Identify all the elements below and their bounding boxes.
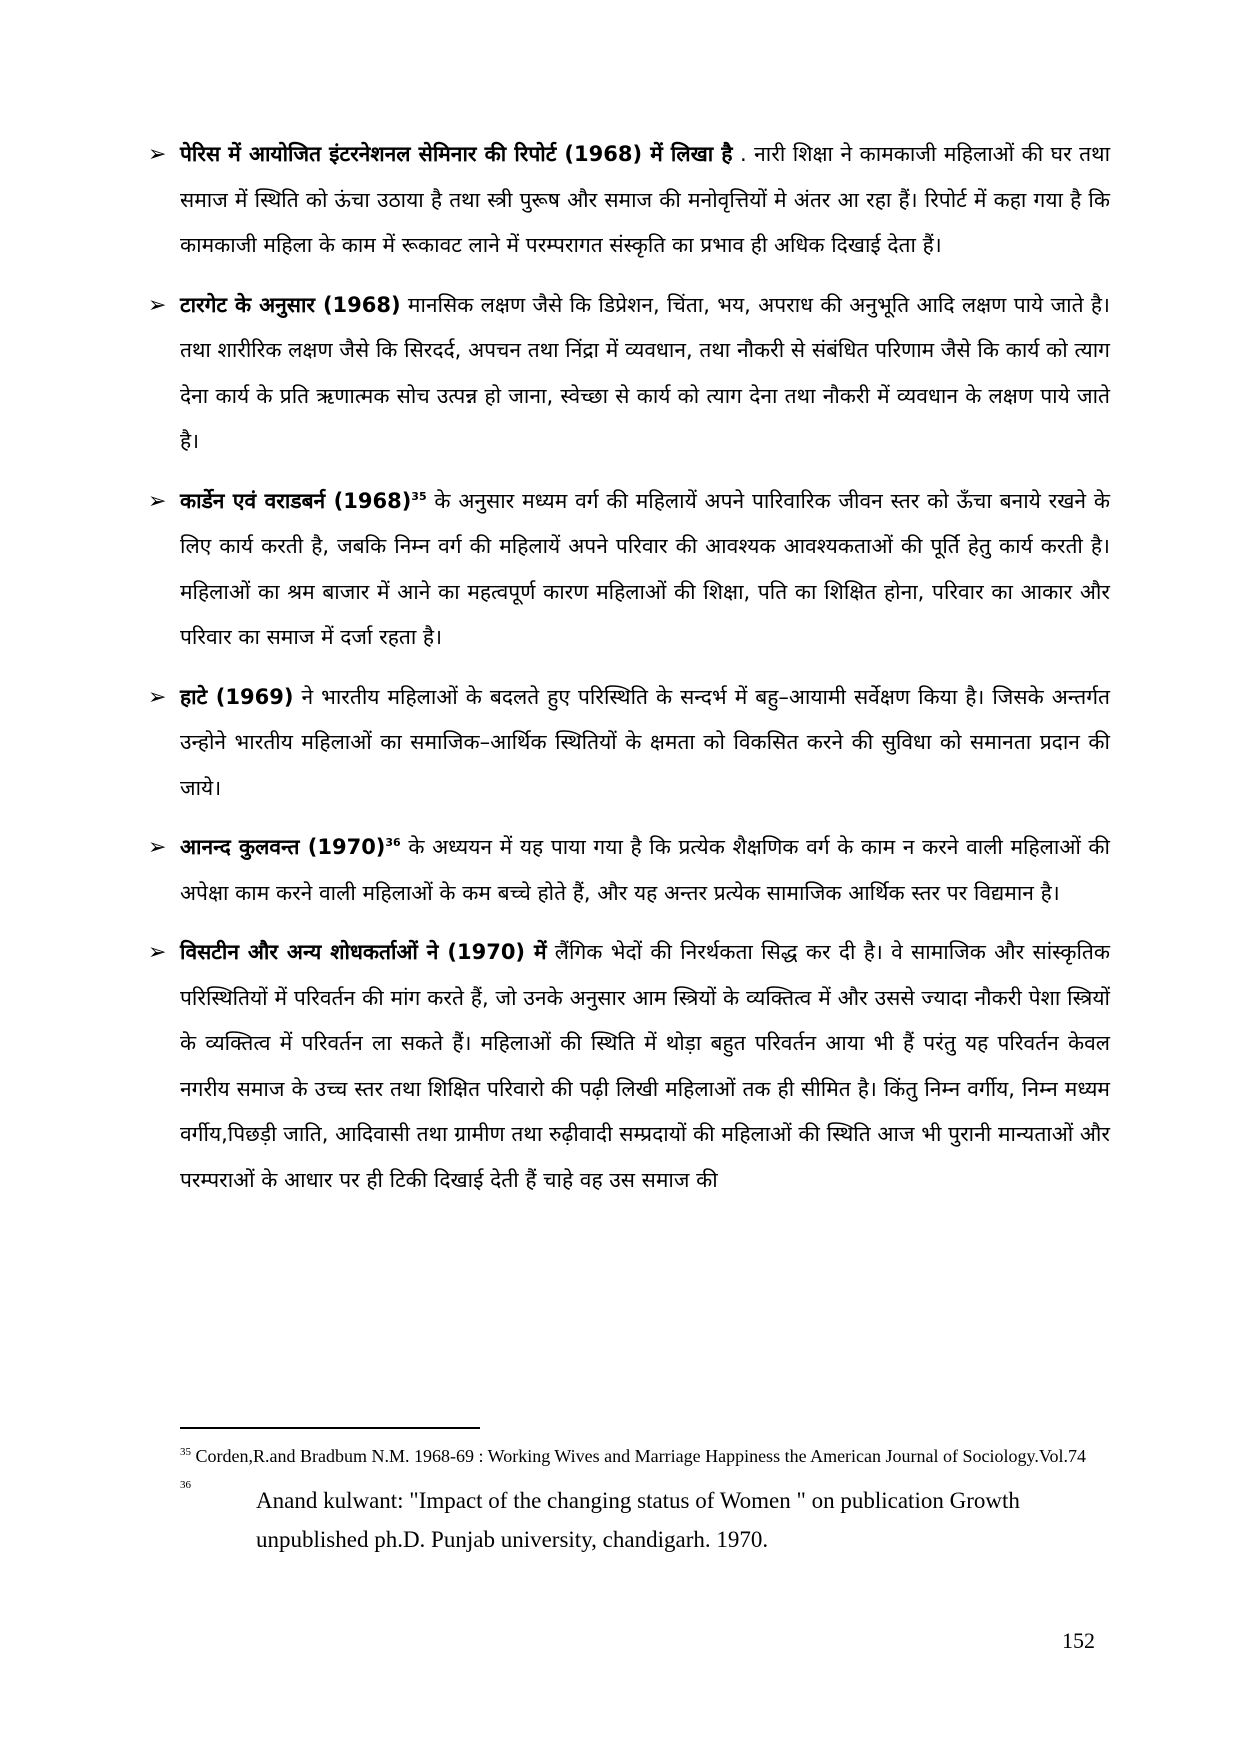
item-text: ने भारतीय महिलाओं के बदलते हुए परिस्थिति के सन्दर्भ में बहु–आयामी सर्वेक्षण किया है। जिसके अन्तर्गत उन्होने भारतीय महिलाओं का समाजिक–आर्थिक स्थितियों के क्षमता को विकसित करने की सुविधा को समानता प्रदान की जाये।: [180, 684, 1110, 800]
footnote-ref: 36: [385, 836, 401, 849]
item-heading: विसटीन और अन्य शोधकर्ताओं ने (1970) में: [180, 940, 547, 964]
item-text: के अध्ययन में यह पाया गया है कि प्रत्येक शैक्षणिक वर्ग के काम न करने वाली महिलाओं की अपेक्षा काम करने वाली महिलाओं के कम बच्चे होते हैं, और यह अन्तर प्रत्येक सामाजिक आर्थिक स्तर पर विद्यमान है।: [180, 835, 1110, 905]
arrow-bullet-icon: ➢: [148, 940, 167, 965]
item-heading: कार्डेन एवं वराडबर्न (1968): [180, 488, 412, 513]
footnote: [180, 1440, 1115, 1473]
list-item: [148, 479, 1110, 661]
list-item: [148, 283, 1110, 465]
item-text: मानसिक लक्षण जैसे कि डिप्रेशन, चिंता, भय, अपराध की अनुभूति आदि लक्षण पाये जाते है। तथा शारीरिक लक्षण जैसे कि सिरदर्द, अपचन तथा निंद्रा में व्यवधान, तथा नौकरी से संबंधित परिणाम जैसे कि कार्य को त्याग देना कार्य के प्रति ऋणात्मक सोच उत्पन्न हो जाना, स्वेच्छा से कार्य को त्याग देना तथा नौकरी में व्यवधान के लक्षण पाये जाते है।: [180, 292, 1110, 453]
arrow-bullet-icon: ➢: [148, 292, 167, 318]
list-item: [148, 132, 1110, 269]
footnote-text: Corden,R.and Bradbum N.M. 1968-69 : Working Wives and Marriage Happiness the American Journal of Sociology.Vol.74: [195, 1446, 1087, 1466]
arrow-bullet-icon: ➢: [148, 142, 167, 167]
item-heading: पेरिस में आयोजित इंटरनेशनल सेमिनार की रिपोर्ट (1968) में लिखा है: [180, 142, 733, 166]
list-item: [148, 825, 1110, 916]
footnotes: [180, 1440, 1115, 1559]
arrow-bullet-icon: ➢: [148, 488, 167, 514]
footnote: 36 Anand kulwant: "Impact of the changing status of Women " on publication Growth unpublished ph.D. Punjab university, chandigarh. 1970.: [180, 1479, 1020, 1552]
item-text: लैंगिक भेदों की निरर्थकता सिद्ध कर दी है। वे सामाजिक और सांस्कृतिक परिस्थितियों में परिवर्तन की मांग करते हैं, जो उनके अनुसार आम स्त्रियों के व्यक्तित्व में और उससे ज्यादा नौकरी पेशा स्त्रियों के व्यक्तित्व में परिवर्तन ला सकते हैं। महिलाओं की स्थिति में थोड़ा बहुत परिवर्तन आया भी हैं परंतु यह परिवर्तन केवल नगरीय समाज के उच्च स्तर तथा शिक्षित परिवारो की पढ़ी लिखी महिलाओं तक ही सीमित है। किंतु निम्न वर्गीय, निम्न मध्यम वर्गीय,पिछड़ी जाति, आदिवासी तथा ग्रामीण तथा रुढ़ीवादी सम्प्रदायों की महिलाओं की स्थिति आज भी पुरानी मान्यताओं और परम्पराओं के आधार पर ही टिकी दिखाई देती हैं चाहे वह उस समाज की: [180, 940, 1110, 1192]
item-heading: टारगेट के अनुसार (1968): [180, 292, 401, 317]
list-item: [148, 930, 1110, 1203]
arrow-bullet-icon: ➢: [148, 684, 167, 710]
footnote-ref: 35: [411, 489, 427, 503]
item-text: . नारी शिक्षा ने कामकाजी महिलाओं की घर तथा समाज में स्थिति को ऊंचा उठाया है तथा स्त्री पुरूष और समाज की मनोवृत्तियों मे अंतर आ रहा हैं। रिपोर्ट में कहा गया है कि कामकाजी महिला के काम में रूकावट लाने में परम्परागत संस्कृति का प्रभाव ही अधिक दिखाई देता हैं।: [180, 142, 1111, 257]
arrow-bullet-icon: ➢: [148, 835, 167, 860]
item-heading: आनन्द कुलवन्त (1970): [180, 835, 386, 859]
list-item: [148, 675, 1110, 812]
page-number: 152: [1062, 1628, 1095, 1653]
item-text: के अनुसार मध्यम वर्ग की महिलायें अपने पारिवारिक जीवन स्तर को ऊँचा बनाये रखने के लिए कार्य करती है, जबकि निम्न वर्ग की महिलायें अपने परिवार की आवश्यक आवश्यकताओं की पूर्ति हेतु कार्य करती है। महिलाओं का श्रम बाजार में आने का महत्वपूर्ण कारण महिलाओं की शिक्षा, पति का शिक्षित होना, परिवार का आकार और परिवार का समाज में दर्जा रहता है।: [180, 488, 1110, 649]
footnote-number: 35: [180, 1446, 191, 1458]
item-heading: हाटे (1969): [180, 684, 294, 709]
footnote-text: Anand kulwant: "Impact of the changing status of Women " on publication Growth unpublished ph.D. Punjab university, chandigarh. 1970.: [256, 1488, 1020, 1552]
footnote-divider: [180, 1427, 480, 1429]
bullet-list: [148, 132, 1110, 1217]
